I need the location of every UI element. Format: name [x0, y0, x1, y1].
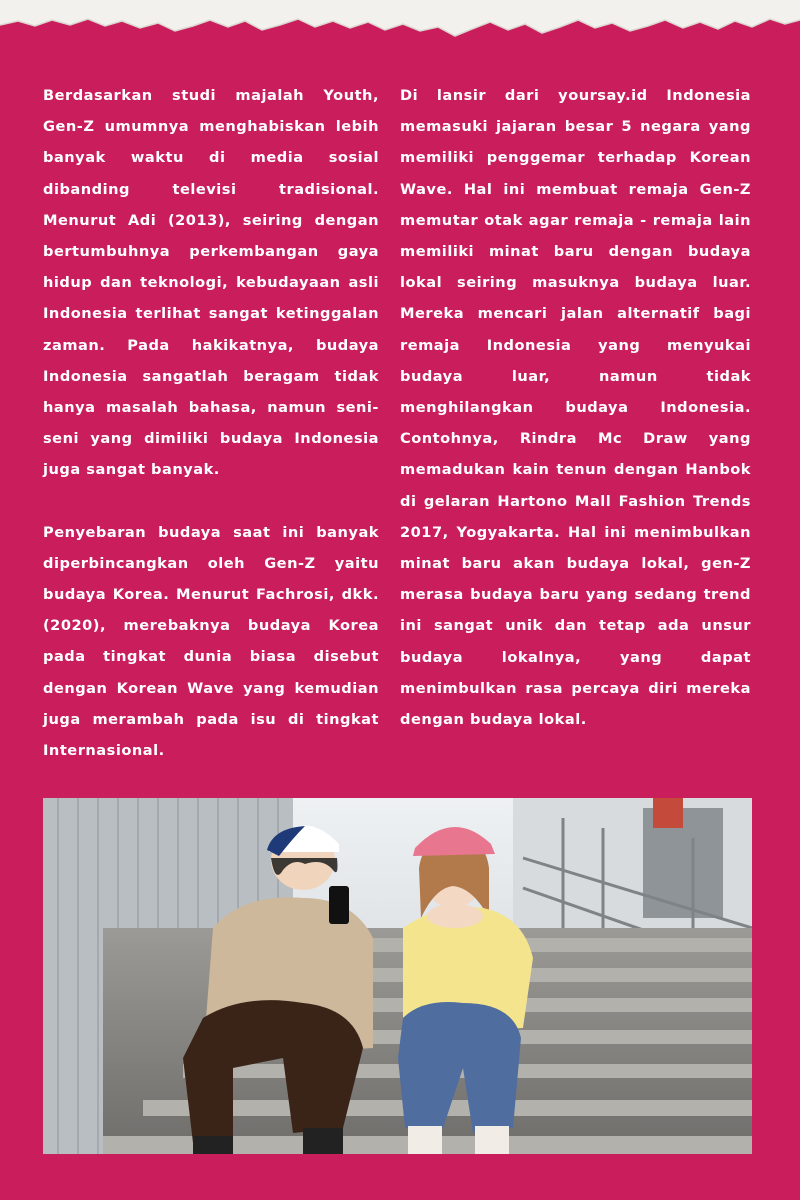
torn-paper-edge	[0, 0, 800, 48]
left-column	[43, 80, 379, 766]
paragraph-local-culture: Di lansir dari yoursay.id Indonesia memasuki jajaran besar 5 negara yang memiliki penggemar terhadap Korean Wave. Hal ini membuat remaja Gen-Z memutar otak agar remaja - remaja lain memiliki minat baru dengan budaya lokal seiring masuknya budaya luar. Mereka mencari jalan alternatif bagi remaja Indonesia yang menyukai budaya luar, namun tidak menghilangkan budaya Indonesia. Contohnya, Rindra Mc Draw yang memadukan kain tenun dengan Hanbok di gelaran Hartono Mall Fashion Trends 2017, Yogyakarta. Hal ini menimbulkan minat baru akan budaya lokal, gen-Z merasa budaya baru yang sedang trend ini sangat unik dan tetap ada unsur budaya lokalnya, yang dapat menimbulkan rasa percaya diri mereka dengan budaya lokal.	[400, 87, 751, 729]
photo-teens-on-stairs	[43, 798, 752, 1154]
right-column	[400, 80, 751, 735]
paragraph-korean-wave: Penyebaran budaya saat ini banyak diperbincangkan oleh Gen-Z yaitu budaya Korea. Menurut Fachrosi, dkk. (2020), merebaknya budaya Korea pada tingkat dunia biasa disebut dengan Korean Wave yang kemudian juga merambah pada isu di tingkat Internasional.	[43, 523, 379, 760]
paragraph-gen-z-media: Berdasarkan studi majalah Youth, Gen-Z umumnya menghabiskan lebih banyak waktu di media sosial dibanding televisi tradisional. Menurut Adi (2013), seiring dengan bertumbuhnya perkembangan gaya hidup dan teknologi, kebudayaan asli Indonesia terlihat sangat ketinggalan zaman. Pada hakikatnya, budaya Indonesia sangatlah beragam tidak hanya masalah bahasa, namun seni-seni yang dimiliki budaya Indonesia juga sangat banyak.	[43, 87, 379, 479]
photo-illustration	[43, 798, 752, 1154]
